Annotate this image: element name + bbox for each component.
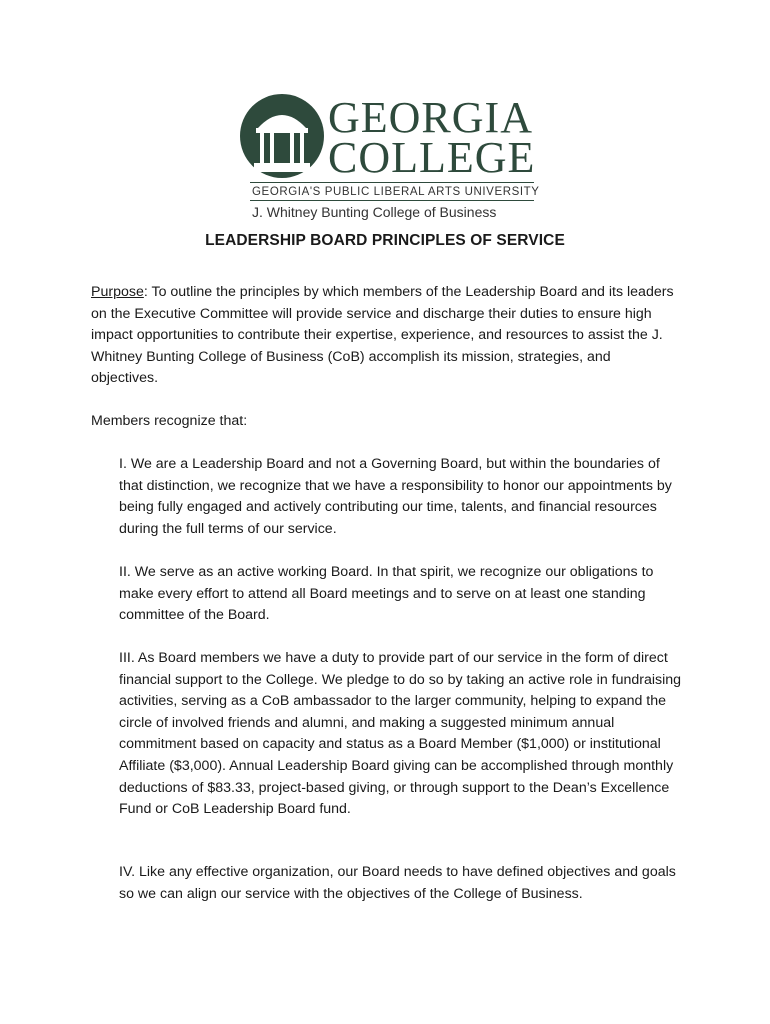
- logo-divider: [250, 182, 534, 183]
- logo-school-name: J. Whitney Bunting College of Business: [252, 204, 497, 220]
- members-recognize-heading: Members recognize that:: [91, 413, 248, 429]
- purpose-paragraph: [91, 282, 681, 390]
- georgia-college-logo: [238, 92, 540, 222]
- gazebo-emblem-icon: [238, 92, 328, 182]
- logo-tagline: GEORGIA'S PUBLIC LIBERAL ARTS UNIVERSITY: [252, 186, 540, 198]
- logo-word-georgia: GEORGIA: [328, 93, 533, 142]
- logo-divider: [250, 200, 534, 201]
- purpose-label: Purpose: [91, 284, 144, 300]
- principle-item-4: IV. Like any effective organization, our Board needs to have defined objectives and goals so we can align our service with the objectives of the College of Business.: [119, 864, 676, 902]
- document-title: LEADERSHIP BOARD PRINCIPLES OF SERVICE: [205, 232, 565, 249]
- principle-item-3: III. As Board members we have a duty to provide part of our service in the form of direct financial support to the College. We pledge to do so by taking an active role in fundraising activities, serving as a CoB ambassador to the larger community, helping to expand the circle of involved friends and alumni, and making a suggested minimum annual commitment based on capacity and status as a Board Member ($1,000) or institutional Affiliate ($3,000). Annual Leadership Board giving can be accomplished through monthly deductions of $83.33, project-based giving, or through support to the Dean’s Excellence Fund or CoB Leadership Board fund.: [119, 650, 682, 818]
- purpose-text: : To outline the principles by which members of the Leadership Board and its leaders on the Executive Committee will provide service and discharge their duties to ensure high impact opportunities to contribute their expertise, experience, and resources to assist the J. Whitney Bunting College of Business (CoB) accomplish its mission, strategies, and objectives.: [91, 284, 674, 387]
- principle-item-1: I. We are a Leadership Board and not a Governing Board, but within the boundaries of that distinction, we recognize that we have a responsibility to honor our appointments by being fully engaged and actively contributing our time, talents, and financial resources during the full terms of our service.: [119, 456, 672, 537]
- logo-word-college: COLLEGE: [328, 133, 536, 182]
- principle-item-2: II. We serve as an active working Board. In that spirit, we recognize our obligations to make every effort to attend all Board meetings and to serve on at least one standing committee of the Board.: [119, 564, 654, 624]
